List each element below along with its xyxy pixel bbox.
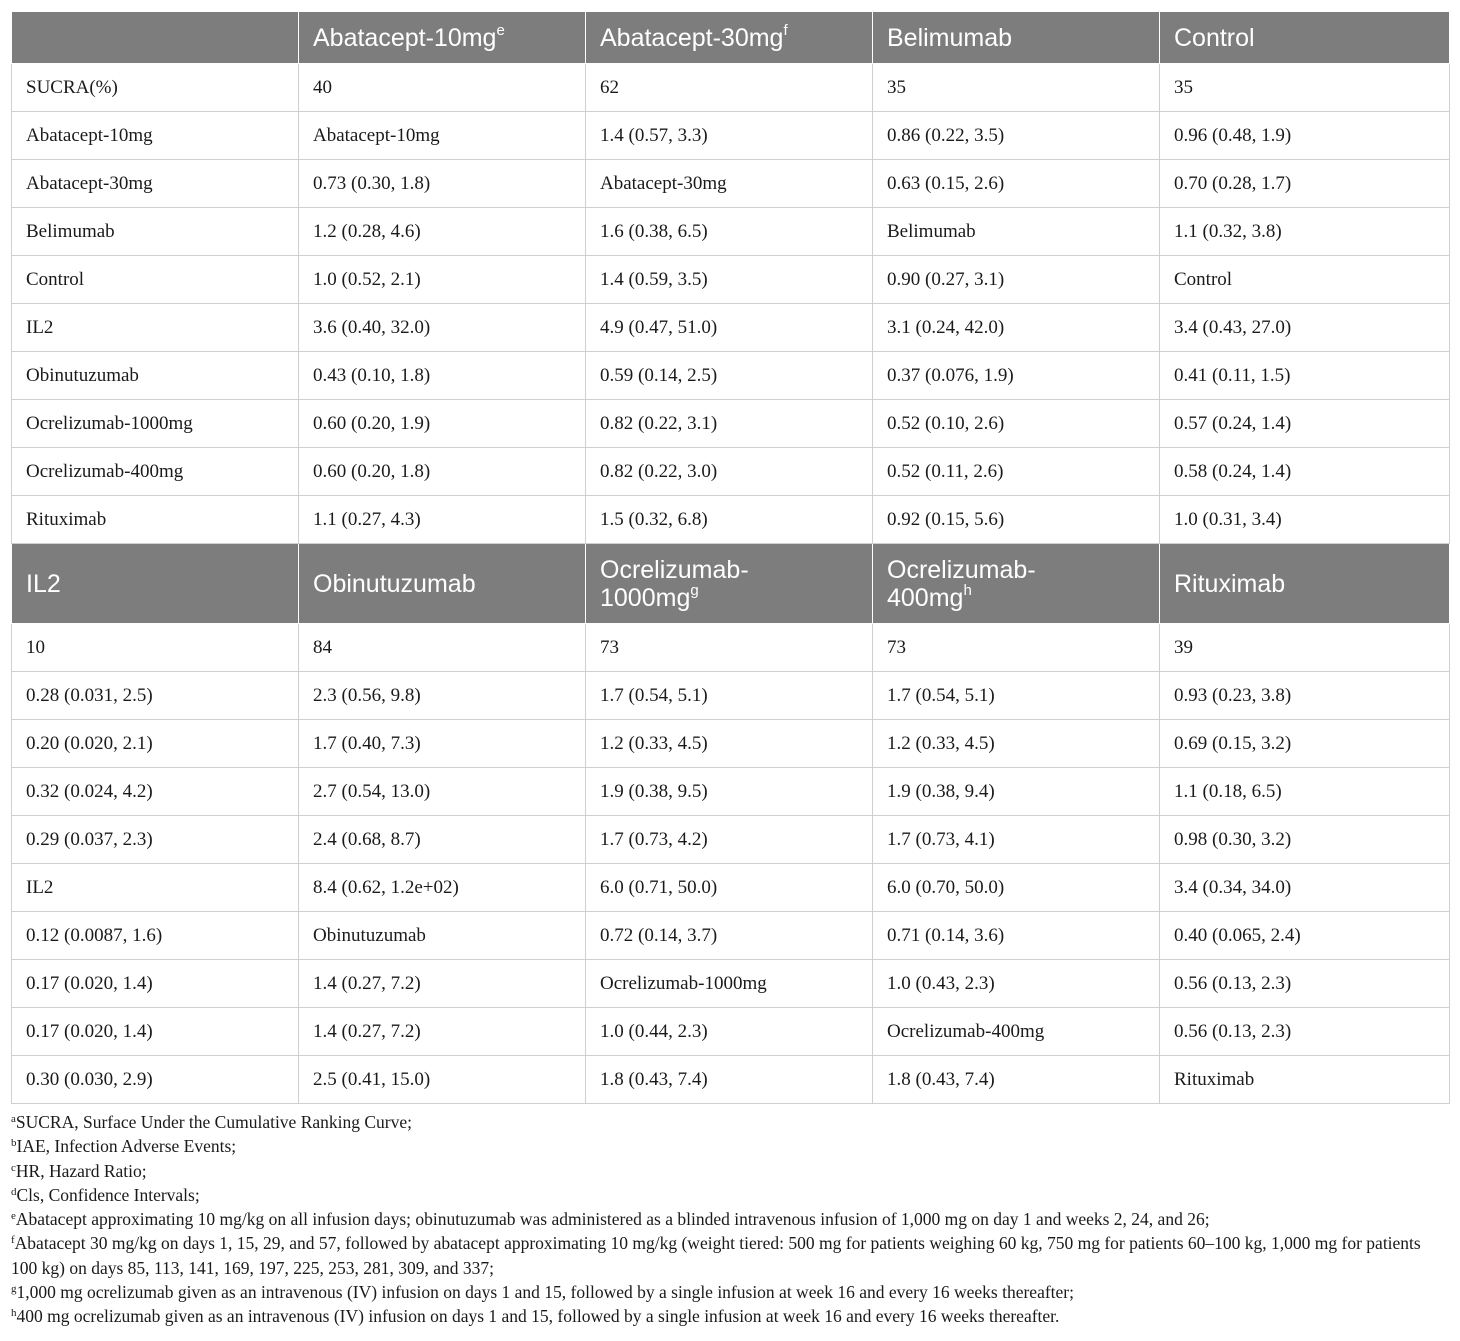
- table-row: [12, 496, 1450, 544]
- table-cell: 0.82 (0.22, 3.0): [586, 448, 873, 496]
- table-cell: 2.3 (0.56, 9.8): [299, 672, 586, 720]
- table-cell: 0.56 (0.13, 2.3): [1160, 1008, 1450, 1056]
- table-row: [12, 912, 1450, 960]
- column-header: [586, 12, 873, 64]
- table-cell: 0.32 (0.024, 4.2): [12, 768, 299, 816]
- table-cell: 1.7 (0.73, 4.1): [873, 816, 1160, 864]
- footnote-text: HR, Hazard Ratio;: [15, 1160, 147, 1181]
- table-row: [12, 720, 1450, 768]
- column-header-label: Abatacept-30mg: [600, 23, 784, 52]
- column-header: [12, 544, 299, 624]
- table-cell: 0.72 (0.14, 3.7): [586, 912, 873, 960]
- table-cell: 0.69 (0.15, 3.2): [1160, 720, 1450, 768]
- column-header: [299, 12, 586, 64]
- table-cell: Abatacept-30mg: [586, 160, 873, 208]
- table-cell: 1.9 (0.38, 9.5): [586, 768, 873, 816]
- footnote: [11, 1110, 1451, 1134]
- table-cell: 73: [586, 624, 873, 672]
- table-cell: 1.4 (0.27, 7.2): [299, 1008, 586, 1056]
- table-cell: Obinutuzumab: [12, 352, 299, 400]
- table-cell: 2.4 (0.68, 8.7): [299, 816, 586, 864]
- table-cell: 0.60 (0.20, 1.8): [299, 448, 586, 496]
- table-row: [12, 624, 1450, 672]
- table-row: [12, 208, 1450, 256]
- table-cell: Obinutuzumab: [299, 912, 586, 960]
- column-header: [1160, 544, 1450, 624]
- table-cell: 6.0 (0.70, 50.0): [873, 864, 1160, 912]
- table-cell: 1.7 (0.54, 5.1): [873, 672, 1160, 720]
- table-cell: 1.7 (0.73, 4.2): [586, 816, 873, 864]
- table-row: [12, 864, 1450, 912]
- table-cell: 0.63 (0.15, 2.6): [873, 160, 1160, 208]
- footnote-marker: e: [496, 21, 505, 39]
- footnote-marker: d: [11, 1185, 17, 1198]
- table-cell: 0.82 (0.22, 3.1): [586, 400, 873, 448]
- column-header-label: Rituximab: [1174, 569, 1286, 598]
- table-cell: Control: [12, 256, 299, 304]
- footnote-marker: g: [690, 581, 699, 599]
- table-cell: 1.0 (0.44, 2.3): [586, 1008, 873, 1056]
- table-cell: 1.8 (0.43, 7.4): [586, 1056, 873, 1104]
- table-cell: 1.2 (0.28, 4.6): [299, 208, 586, 256]
- table-cell: 1.4 (0.27, 7.2): [299, 960, 586, 1008]
- table-cell: 35: [1160, 64, 1450, 112]
- table-cell: 1.1 (0.18, 6.5): [1160, 768, 1450, 816]
- table-cell: 1.1 (0.27, 4.3): [299, 496, 586, 544]
- table-row: [12, 352, 1450, 400]
- table-cell: 0.90 (0.27, 3.1): [873, 256, 1160, 304]
- table-cell: 1.9 (0.38, 9.4): [873, 768, 1160, 816]
- header-row: [12, 12, 1450, 64]
- column-header-label: Obinutuzumab: [313, 569, 476, 598]
- column-header-label: Control: [1174, 23, 1255, 52]
- column-header: [12, 12, 299, 64]
- table-row: [12, 1008, 1450, 1056]
- table-cell: 10: [12, 624, 299, 672]
- table-cell: 1.0 (0.31, 3.4): [1160, 496, 1450, 544]
- data-table: [11, 11, 1450, 1104]
- table-cell: 3.4 (0.34, 34.0): [1160, 864, 1450, 912]
- table-cell: 1.4 (0.59, 3.5): [586, 256, 873, 304]
- footnote-marker: f: [783, 21, 788, 39]
- table-row: [12, 112, 1450, 160]
- column-header-label-part: 1000mg: [600, 583, 691, 612]
- column-header-label: Abatacept-10mg: [313, 23, 497, 52]
- table-cell: 0.93 (0.23, 3.8): [1160, 672, 1450, 720]
- footnote-text: Abatacept 30 mg/kg on days 1, 15, 29, and 57, followed by abatacept approximating 10 mg/kg (weight tiered: 500 mg for patients weighing 60 kg, 750 mg for patients 60–100 kg, 1,000 mg for patients 100 kg) on days 85, 113, 141, 169, 197, 225, 253, 281, 309, and 337;: [11, 1233, 1421, 1278]
- table-cell: 0.73 (0.30, 1.8): [299, 160, 586, 208]
- table-cell: 0.86 (0.22, 3.5): [873, 112, 1160, 160]
- table-row: [12, 816, 1450, 864]
- footnote: [11, 1280, 1451, 1304]
- table-cell: 0.17 (0.020, 1.4): [12, 960, 299, 1008]
- table-cell: 4.9 (0.47, 51.0): [586, 304, 873, 352]
- table-cell: 6.0 (0.71, 50.0): [586, 864, 873, 912]
- table-cell: 62: [586, 64, 873, 112]
- table-cell: IL2: [12, 304, 299, 352]
- table-cell: Control: [1160, 256, 1450, 304]
- footnote-text: SUCRA, Surface Under the Cumulative Ranking Curve;: [15, 1112, 413, 1132]
- table-cell: 0.28 (0.031, 2.5): [12, 672, 299, 720]
- table-cell: 73: [873, 624, 1160, 672]
- table-cell: 0.70 (0.28, 1.7): [1160, 160, 1450, 208]
- table-cell: 0.20 (0.020, 2.1): [12, 720, 299, 768]
- table-cell: 0.58 (0.24, 1.4): [1160, 448, 1450, 496]
- footnote-marker: a: [11, 1113, 16, 1125]
- table-row: [12, 448, 1450, 496]
- table-row: [12, 64, 1450, 112]
- column-header-label-part: Ocrelizumab-: [887, 555, 1036, 584]
- table-row: [12, 960, 1450, 1008]
- footnote-text: 400 mg ocrelizumab given as an intravenous (IV) infusion on days 1 and 15, followed by a single infusion at week 16 and every 16 weeks thereafter.: [16, 1306, 1060, 1327]
- table-cell: Rituximab: [1160, 1056, 1450, 1104]
- table-cell: 1.2 (0.33, 4.5): [873, 720, 1160, 768]
- table-row: [12, 400, 1450, 448]
- table-row: [12, 304, 1450, 352]
- table-cell: 2.5 (0.41, 15.0): [299, 1056, 586, 1104]
- table-cell: Abatacept-10mg: [12, 112, 299, 160]
- table-row: [12, 160, 1450, 208]
- table-cell: Belimumab: [873, 208, 1160, 256]
- table-cell: 0.29 (0.037, 2.3): [12, 816, 299, 864]
- table-cell: 1.6 (0.38, 6.5): [586, 208, 873, 256]
- footnote-text: Cls, Confidence Intervals;: [16, 1184, 200, 1205]
- footnote: [11, 1231, 1451, 1280]
- table-cell: 0.43 (0.10, 1.8): [299, 352, 586, 400]
- table-cell: 35: [873, 64, 1160, 112]
- table-cell: 0.59 (0.14, 2.5): [586, 352, 873, 400]
- footnote-marker: c: [11, 1161, 16, 1174]
- footnote-text: IAE, Infection Adverse Events;: [16, 1136, 237, 1157]
- table-cell: 0.52 (0.11, 2.6): [873, 448, 1160, 496]
- column-header: [873, 544, 1160, 624]
- column-header-label: Belimumab: [887, 23, 1013, 52]
- footnotes: [11, 1110, 1451, 1329]
- footnote-marker: h: [963, 581, 972, 599]
- table-cell: 39: [1160, 624, 1450, 672]
- table-cell: 0.98 (0.30, 3.2): [1160, 816, 1450, 864]
- table-cell: 1.5 (0.32, 6.8): [586, 496, 873, 544]
- table-cell: Ocrelizumab-1000mg: [12, 400, 299, 448]
- table-cell: 0.12 (0.0087, 1.6): [12, 912, 299, 960]
- column-header: [873, 12, 1160, 64]
- table-cell: 0.30 (0.030, 2.9): [12, 1056, 299, 1104]
- table-cell: 1.0 (0.52, 2.1): [299, 256, 586, 304]
- table-cell: 0.41 (0.11, 1.5): [1160, 352, 1450, 400]
- table-cell: 1.2 (0.33, 4.5): [586, 720, 873, 768]
- table-cell: 1.7 (0.54, 5.1): [586, 672, 873, 720]
- table-cell: 3.6 (0.40, 32.0): [299, 304, 586, 352]
- footnote-marker: e: [11, 1210, 16, 1223]
- table-cell: 84: [299, 624, 586, 672]
- table-cell: 0.92 (0.15, 5.6): [873, 496, 1160, 544]
- table-cell: Ocrelizumab-1000mg: [586, 960, 873, 1008]
- table-cell: 0.17 (0.020, 1.4): [12, 1008, 299, 1056]
- footnote: [11, 1183, 1451, 1207]
- table-cell: 0.52 (0.10, 2.6): [873, 400, 1160, 448]
- table-cell: 1.8 (0.43, 7.4): [873, 1056, 1160, 1104]
- column-header-label-part: 400mg: [887, 583, 964, 612]
- table-cell: 0.71 (0.14, 3.6): [873, 912, 1160, 960]
- table-cell: 0.37 (0.076, 1.9): [873, 352, 1160, 400]
- table-cell: 0.40 (0.065, 2.4): [1160, 912, 1450, 960]
- table-row: [12, 672, 1450, 720]
- table-cell: 40: [299, 64, 586, 112]
- column-header: [586, 544, 873, 624]
- footnote: [11, 1159, 1451, 1183]
- table-cell: 1.1 (0.32, 3.8): [1160, 208, 1450, 256]
- table-cell: 1.4 (0.57, 3.3): [586, 112, 873, 160]
- column-header-label: IL2: [26, 569, 61, 598]
- footnote-marker: g: [11, 1283, 17, 1296]
- column-header: [1160, 12, 1450, 64]
- table-container: [11, 11, 1449, 1104]
- table-cell: Abatacept-30mg: [12, 160, 299, 208]
- table-cell: 0.57 (0.24, 1.4): [1160, 400, 1450, 448]
- table-cell: Belimumab: [12, 208, 299, 256]
- header-row: [12, 544, 1450, 624]
- table-cell: 0.60 (0.20, 1.9): [299, 400, 586, 448]
- table-cell: Ocrelizumab-400mg: [12, 448, 299, 496]
- footnote: [11, 1304, 1451, 1328]
- table-cell: 8.4 (0.62, 1.2e+02): [299, 864, 586, 912]
- column-header-label-part: Ocrelizumab-: [600, 555, 749, 584]
- table-row: [12, 1056, 1450, 1104]
- table-cell: 1.7 (0.40, 7.3): [299, 720, 586, 768]
- footnote-text: Abatacept approximating 10 mg/kg on all infusion days; obinutuzumab was administered as a blinded intravenous infusion of 1,000 mg on day 1 and weeks 2, 24, and 26;: [15, 1209, 1210, 1230]
- table-cell: 0.96 (0.48, 1.9): [1160, 112, 1450, 160]
- table-cell: SUCRA(%): [12, 64, 299, 112]
- footnote-text: 1,000 mg ocrelizumab given as an intravenous (IV) infusion on days 1 and 15, followed by a single infusion at week 16 and every 16 weeks thereafter;: [16, 1282, 1074, 1303]
- table-cell: Abatacept-10mg: [299, 112, 586, 160]
- table-cell: Ocrelizumab-400mg: [873, 1008, 1160, 1056]
- table-row: [12, 768, 1450, 816]
- table-cell: 3.1 (0.24, 42.0): [873, 304, 1160, 352]
- footnote-marker: h: [11, 1307, 17, 1320]
- footnote-marker: f: [11, 1234, 15, 1247]
- table-cell: 1.0 (0.43, 2.3): [873, 960, 1160, 1008]
- footnote: [11, 1207, 1451, 1231]
- table-cell: IL2: [12, 864, 299, 912]
- table-row: [12, 256, 1450, 304]
- table-cell: Rituximab: [12, 496, 299, 544]
- column-header: [299, 544, 586, 624]
- table-cell: 3.4 (0.43, 27.0): [1160, 304, 1450, 352]
- table-cell: 2.7 (0.54, 13.0): [299, 768, 586, 816]
- footnote: [11, 1134, 1451, 1158]
- table-cell: 0.56 (0.13, 2.3): [1160, 960, 1450, 1008]
- footnote-marker: b: [11, 1137, 17, 1150]
